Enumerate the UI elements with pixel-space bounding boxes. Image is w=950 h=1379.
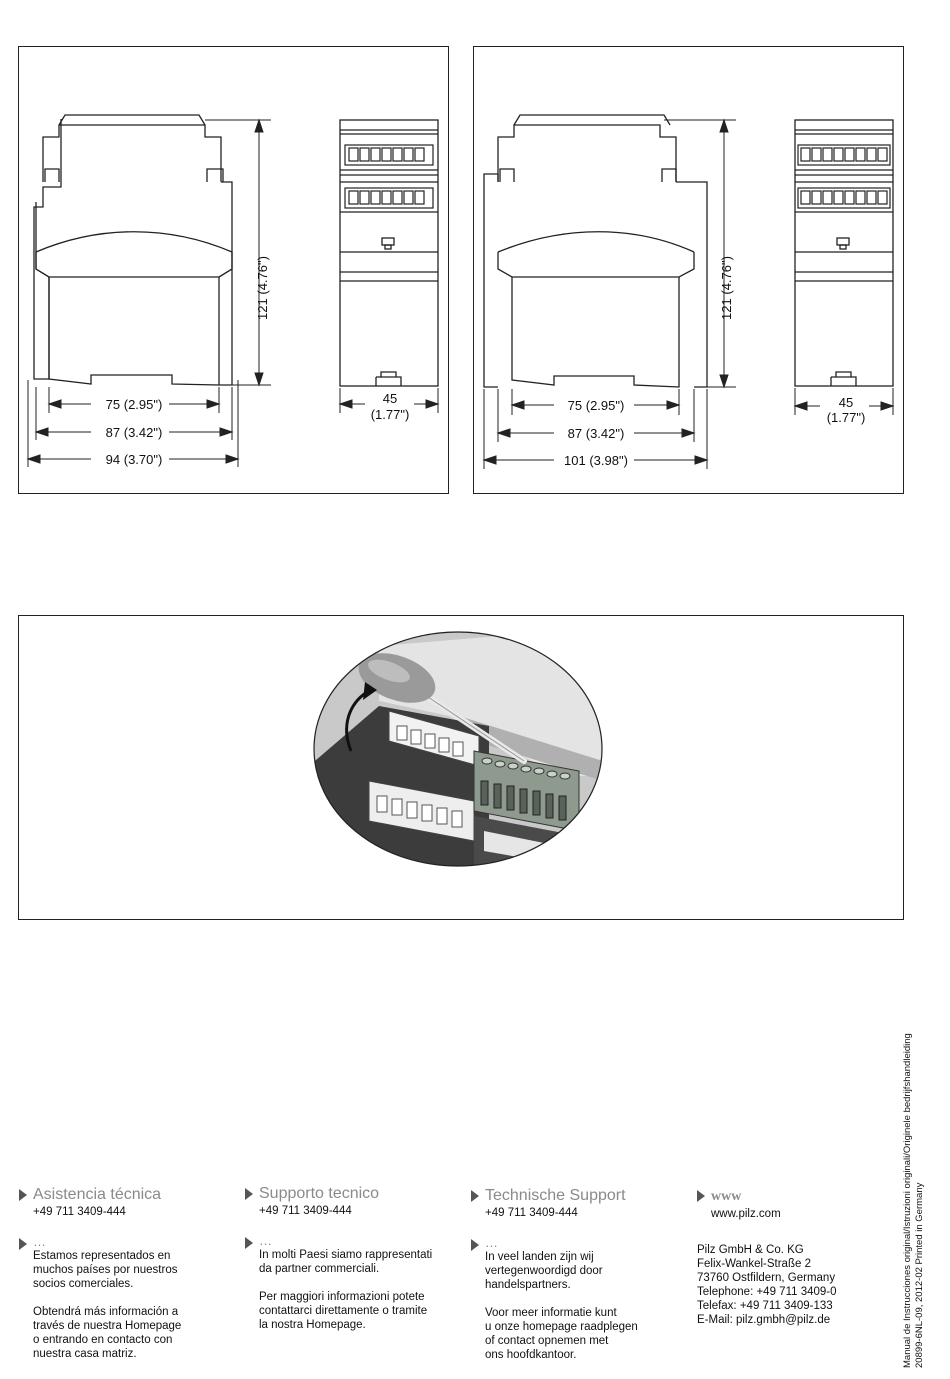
heading-text: Asistencia técnica bbox=[33, 1186, 162, 1203]
document-number-line: 20899-6NL-09, 2012-02 Printed in Germany bbox=[914, 1182, 925, 1368]
paragraph-partners: In molti Paesi siamo rappresentati da partner commerciali. bbox=[259, 1249, 433, 1275]
ellipsis-heading bbox=[19, 1235, 229, 1249]
heading-text: Technische Support bbox=[485, 1187, 626, 1204]
terminal-block-bottom-left bbox=[345, 188, 433, 208]
terminal-block-top-right bbox=[798, 145, 890, 165]
paragraph-homepage: Voor meer informatie kunt u onze homepage raadplegen of contact opnemen met ons hoofdkantoor. bbox=[485, 1307, 638, 1361]
dim-87-label: 87 (3.42") bbox=[567, 426, 625, 441]
ellipsis-text: … bbox=[259, 1233, 272, 1248]
ellipsis-text: … bbox=[485, 1235, 498, 1250]
dim-45-inch-label: (1.77") bbox=[370, 407, 410, 422]
dim-75-label: 75 (2.95") bbox=[567, 398, 625, 413]
contact-column-it bbox=[245, 1185, 455, 1332]
contact-column-nl bbox=[471, 1187, 681, 1362]
www-heading bbox=[697, 1187, 843, 1206]
paragraph-homepage: Obtendrá más información a través de nuestra Homepage o entrando en contacto con nuestra casa matriz. bbox=[33, 1306, 182, 1360]
phone-number: +49 711 3409-444 bbox=[485, 1207, 578, 1219]
section-heading bbox=[245, 1185, 455, 1203]
dim-45-label: 45 bbox=[382, 391, 398, 406]
triangle-bullet-icon bbox=[471, 1190, 479, 1202]
terminal-block-top-left bbox=[345, 145, 433, 165]
contact-column-es bbox=[19, 1186, 229, 1361]
dim-87-label: 87 (3.42") bbox=[105, 425, 163, 440]
phone-number: +49 711 3409-444 bbox=[259, 1205, 352, 1217]
triangle-bullet-icon bbox=[245, 1188, 253, 1200]
dim-45-inch-label: (1.77") bbox=[826, 410, 866, 425]
ellipsis-heading bbox=[245, 1234, 455, 1248]
dim-101-label: 101 (3.98") bbox=[564, 453, 628, 468]
paragraph-partners: In veel landen zijn wij vertegenwoordigd door handelspartners. bbox=[485, 1251, 603, 1291]
triangle-bullet-icon bbox=[19, 1189, 27, 1201]
dimension-drawing-left bbox=[18, 46, 449, 494]
device-outline-right bbox=[474, 47, 905, 495]
paragraph-partners: Estamos representados en muchos países por nuestros socios comerciales. bbox=[33, 1250, 178, 1290]
dim-45-label: 45 bbox=[838, 395, 854, 410]
heading-text: Supporto tecnico bbox=[259, 1185, 380, 1202]
dim-94-label: 94 (3.70") bbox=[105, 452, 163, 467]
dim-height-label: 121 (4.76") bbox=[719, 256, 734, 320]
section-heading bbox=[471, 1187, 681, 1205]
paragraph-homepage: Per maggiori informazioni potete contattarci direttamente o tramite la nostra Homepage. bbox=[259, 1291, 428, 1331]
website-link[interactable]: www.pilz.com bbox=[711, 1208, 781, 1220]
document-reference-vertical bbox=[902, 1033, 926, 1368]
ellipsis-text: … bbox=[33, 1234, 46, 1249]
contact-column-web bbox=[697, 1187, 843, 1327]
dimension-drawing-right bbox=[473, 46, 904, 494]
company-address: Pilz GmbH & Co. KG Felix-Wankel-Straße 2 73760 Ostfildern, Germany Telephone: +49 711 3409-0 Telefax: +49 711 3409-133 E-Mail: pilz.gmbh@pilz.de bbox=[697, 1244, 837, 1326]
device-outline-left bbox=[19, 47, 450, 495]
www-label: www bbox=[711, 1189, 742, 1204]
triangle-bullet-icon bbox=[471, 1239, 479, 1251]
dim-75-label: 75 (2.95") bbox=[105, 397, 163, 412]
phone-number: +49 711 3409-444 bbox=[33, 1206, 126, 1218]
triangle-bullet-icon bbox=[19, 1238, 27, 1250]
ellipsis-heading bbox=[471, 1236, 681, 1250]
section-heading bbox=[19, 1186, 229, 1204]
triangle-bullet-icon bbox=[697, 1190, 705, 1202]
terminal-removal-illustration bbox=[18, 615, 904, 920]
triangle-bullet-icon bbox=[245, 1237, 253, 1249]
dim-height-label: 121 (4.76") bbox=[255, 256, 270, 320]
terminal-block-bottom-right bbox=[798, 188, 890, 208]
manual-title-line: Manual de Instrucciones original/Istruzioni originali/Originele bedrijfshandleiding bbox=[902, 1033, 913, 1368]
screwdriver-illustration bbox=[19, 616, 905, 921]
